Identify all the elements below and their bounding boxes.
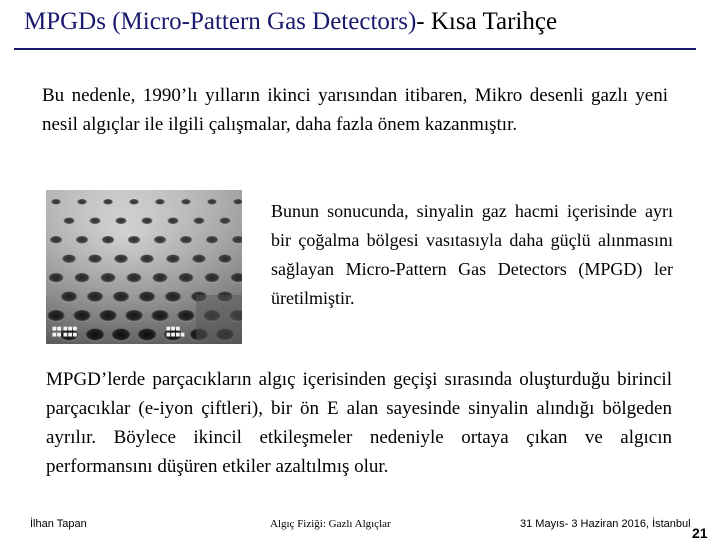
paragraph-mpgd: Bunun sonucunda, sinyalin gaz hacmi içerisinde ayrı bir çoğalma bölgesi vasıtasıyla daha güçlü alınmasını sağlayan Micro-Pattern Gas Detectors (MPGD) ler üretilmiştir. [271, 201, 673, 308]
footer-author: İlhan Tapan [30, 518, 87, 530]
page-number: 21 [692, 525, 708, 541]
micrograph-label: ■■ ■■■ ■■ ■■■ [52, 326, 78, 338]
micrograph-scale: ■■■ ■■■■ [166, 326, 185, 338]
gem-foil-microscope-image [46, 190, 242, 344]
slide-title-main: MPGDs (Micro-Pattern Gas Detectors) [24, 8, 417, 35]
footer-date-place: 31 Mayıs- 3 Haziran 2016, İstanbul [520, 518, 691, 530]
paragraph-intro: Bu nedenle, 1990’lı yılların ikinci yarısından itibaren, Mikro desenli gazlı yeni nesil algıçlar ile ilgili çalışmalar, daha fazla önem kazanmıştır. [42, 85, 668, 135]
paragraph-details: MPGD’lerde parçacıkların algıç içerisinden geçişi sırasında oluşturduğu birincil parçacıklar (e-iyon çiftleri), bir ön E alan sayesinde sinyalin alındığı bölgeden ayrılır. Böylece ikincil etkileşmeler nedeniyle ortaya çıkan ve algıcın performansını düşüren etkiler azaltılmış olur. [46, 369, 672, 477]
footer-course: Algıç Fiziği: Gazlı Algıçlar [270, 518, 391, 530]
title-divider [14, 48, 696, 50]
slide-title-subtitle: - Kısa Tarihçe [416, 8, 558, 35]
slide-title [24, 8, 557, 36]
gem-hole-pattern [46, 190, 242, 344]
